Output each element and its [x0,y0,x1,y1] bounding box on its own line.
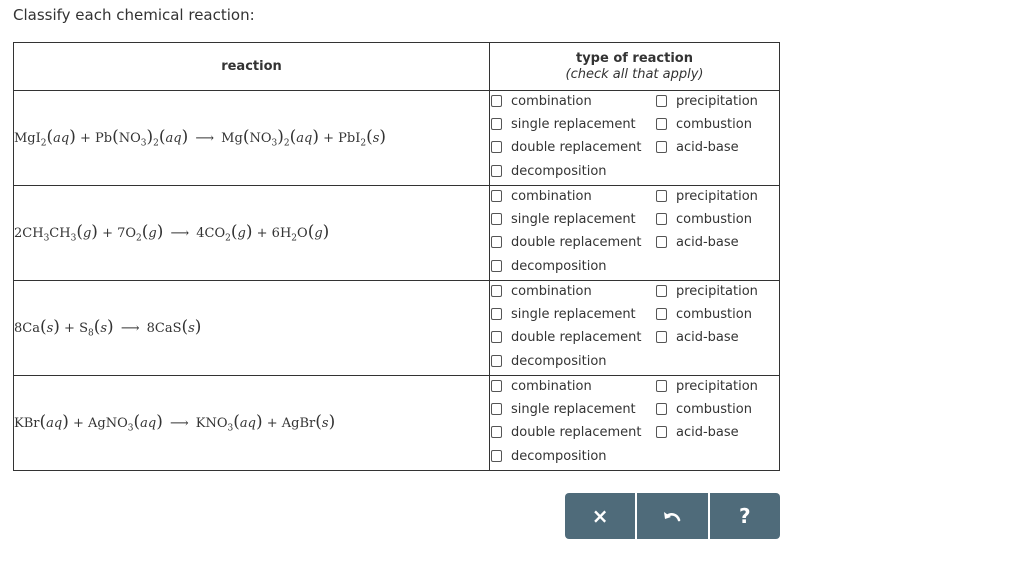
option-combustion[interactable] [656,306,752,322]
option-decomposition[interactable] [491,163,607,179]
clear-button[interactable] [565,493,635,539]
option-decomposition[interactable] [491,353,607,369]
table-row [14,281,780,376]
option-label: decomposition [511,448,607,464]
option-label: double replacement [511,424,642,440]
option-single-replacement[interactable] [491,116,636,132]
checkbox[interactable] [491,285,502,297]
option-combustion[interactable] [656,211,752,227]
checkbox[interactable] [656,331,667,343]
help-button[interactable] [708,493,780,539]
checkbox[interactable] [491,165,502,177]
option-label: precipitation [676,378,758,394]
option-label: combustion [676,211,752,227]
option-combination[interactable] [491,188,592,204]
table-header-row [14,43,780,91]
reaction-equation: $MgI_2(aq) + Pb(NO_3)_2(aq)$ ⟶ $Mg(NO_3)_2(aq) + PbI_2(s)$ [14,91,490,186]
checkbox[interactable] [656,236,667,248]
option-label: double replacement [511,234,642,250]
checkbox[interactable] [656,213,667,225]
option-precipitation[interactable] [656,93,758,109]
checkbox[interactable] [491,95,502,107]
checkbox[interactable] [491,355,502,367]
option-decomposition[interactable] [491,448,607,464]
option-combination[interactable] [491,378,592,394]
type-column-header [490,43,780,91]
option-label: single replacement [511,116,636,132]
option-label: acid-base [676,424,739,440]
option-single-replacement[interactable] [491,306,636,322]
option-label: combination [511,378,592,394]
help-icon: ? [739,504,751,528]
reaction-type-options [490,186,780,281]
undo-button[interactable] [635,493,707,539]
checkbox[interactable] [491,260,502,272]
option-label: precipitation [676,188,758,204]
option-label: decomposition [511,353,607,369]
checkbox[interactable] [656,190,667,202]
reaction-equation: KBr(aq) + AgNO$_3$(aq) ⟶ $KNO_3(aq)$ + AgBr(s) [14,376,490,471]
option-label: double replacement [511,139,642,155]
checkbox[interactable] [491,450,502,462]
type-column-subtitle: (check all that apply) [565,67,704,82]
checkbox[interactable] [491,118,502,130]
checkbox[interactable] [656,285,667,297]
undo-icon [662,509,682,523]
checkbox[interactable] [491,213,502,225]
checkbox[interactable] [656,118,667,130]
type-column-title: type of reaction [575,51,693,66]
option-label: combination [511,93,592,109]
checkbox[interactable] [656,403,667,415]
option-label: single replacement [511,306,636,322]
option-label: single replacement [511,401,636,417]
option-double-replacement[interactable] [491,329,641,345]
reaction-equation: $2CH_3CH_3(g) + 7O_2(g)$ ⟶ $4CO_2(g) + 6H_2O(g)$ [14,186,490,281]
option-label: precipitation [676,283,758,299]
table-row [14,91,780,186]
option-acid-base[interactable] [656,424,739,440]
option-combination[interactable] [491,283,592,299]
reaction-table [13,42,780,471]
checkbox[interactable] [491,141,502,153]
option-acid-base[interactable] [656,139,739,155]
option-label: double replacement [511,329,642,345]
option-acid-base[interactable] [656,329,739,345]
reaction-equation: $8Ca(s) + S_8(s)$ ⟶ 8CaS(s) [14,281,490,376]
checkbox[interactable] [656,426,667,438]
checkbox[interactable] [656,141,667,153]
checkbox[interactable] [491,190,502,202]
option-combustion[interactable] [656,116,752,132]
reaction-type-options [490,91,780,186]
option-label: precipitation [676,93,758,109]
option-label: acid-base [676,139,739,155]
option-double-replacement[interactable] [491,139,641,155]
checkbox[interactable] [656,95,667,107]
reaction-type-options [490,376,780,471]
option-label: combustion [676,401,752,417]
checkbox[interactable] [491,308,502,320]
reaction-type-options [490,281,780,376]
option-label: acid-base [676,329,739,345]
checkbox[interactable] [491,403,502,415]
option-label: combination [511,188,592,204]
option-label: decomposition [511,163,607,179]
option-combination[interactable] [491,93,592,109]
option-precipitation[interactable] [656,283,758,299]
answer-toolbar [565,493,780,539]
checkbox[interactable] [491,236,502,248]
option-label: combination [511,283,592,299]
close-icon: × [591,504,609,528]
option-label: combustion [676,306,752,322]
question-prompt: Classify each chemical reaction: [13,6,255,24]
option-single-replacement[interactable] [491,401,636,417]
checkbox[interactable] [491,380,502,392]
reaction-column-header: reaction [14,43,490,91]
option-label: acid-base [676,234,739,250]
checkbox[interactable] [491,426,502,438]
option-combustion[interactable] [656,401,752,417]
checkbox[interactable] [656,308,667,320]
option-double-replacement[interactable] [491,234,641,250]
checkbox[interactable] [491,331,502,343]
table-row [14,186,780,281]
option-single-replacement[interactable] [491,211,636,227]
checkbox[interactable] [656,380,667,392]
option-label: combustion [676,116,752,132]
option-label: decomposition [511,258,607,274]
option-double-replacement[interactable] [491,424,641,440]
table-row [14,376,780,471]
option-label: single replacement [511,211,636,227]
option-precipitation[interactable] [656,378,758,394]
option-acid-base[interactable] [656,234,739,250]
option-precipitation[interactable] [656,188,758,204]
option-decomposition[interactable] [491,258,607,274]
